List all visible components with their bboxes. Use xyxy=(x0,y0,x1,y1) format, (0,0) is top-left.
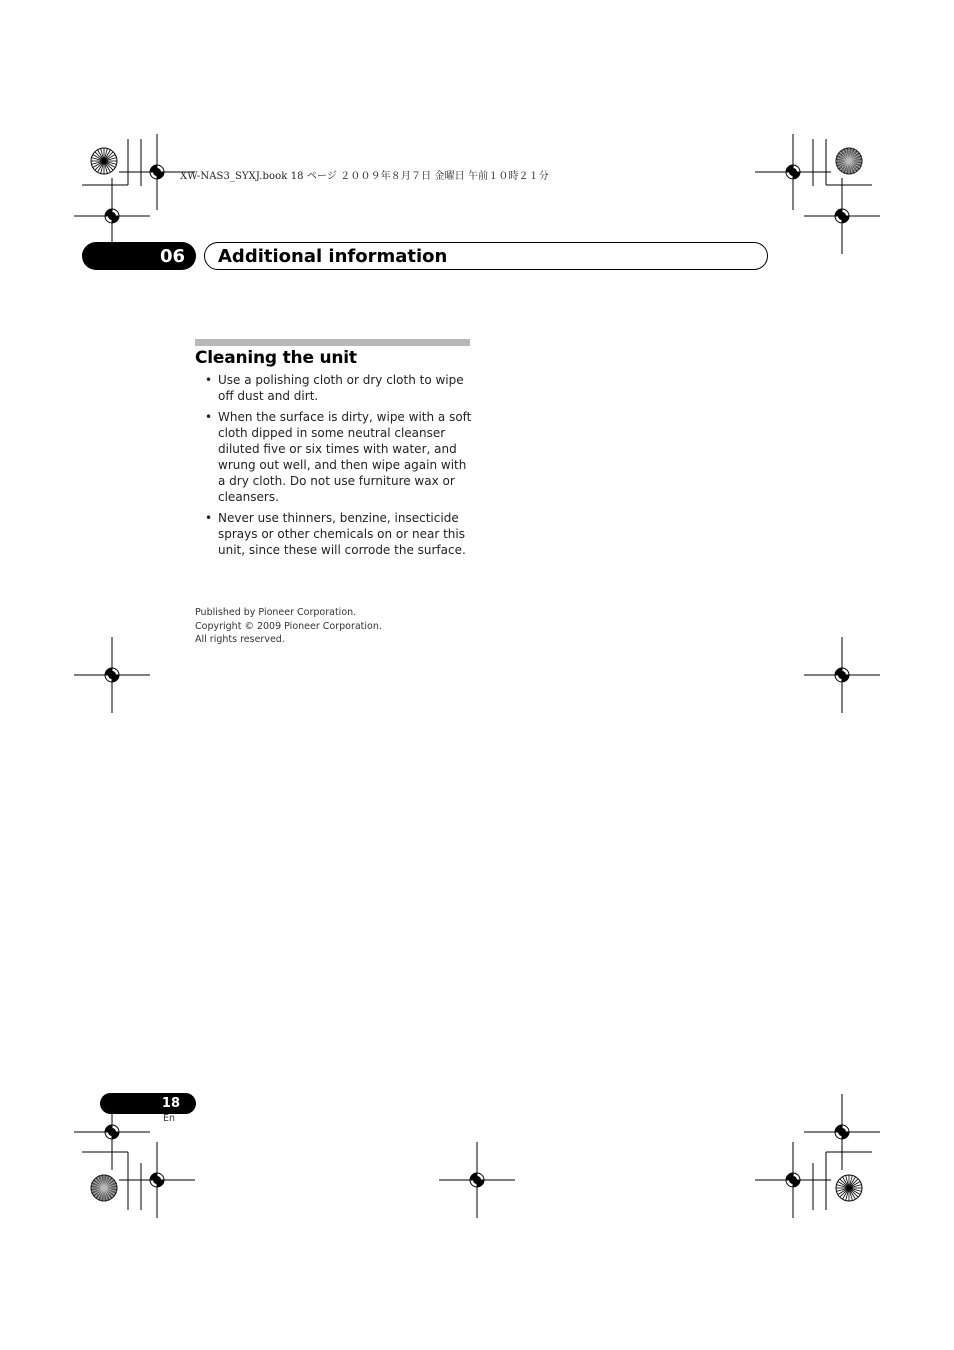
list-item xyxy=(195,510,475,558)
list-item xyxy=(195,409,475,505)
cleaning-instructions-list xyxy=(195,372,475,563)
bullet-icon: • xyxy=(205,511,213,525)
page-language: En xyxy=(163,1113,176,1124)
published-by: Published by Pioneer Corporation. xyxy=(195,607,357,618)
section-heading: Cleaning the unit xyxy=(195,348,357,368)
chapter-number-badge xyxy=(82,242,196,270)
registration-target-icon xyxy=(74,637,150,713)
page-number-badge xyxy=(100,1093,196,1114)
list-item-text: When the surface is dirty, wipe with a soft cloth dipped in some neutral cleanser diluted five or six times with water, and wrung out well, and then wipe again with a dry cloth. Do not use furniture wax or cleansers. xyxy=(218,410,472,504)
registration-target-icon xyxy=(439,1142,515,1218)
list-item-text: Use a polishing cloth or dry cloth to wipe off dust and dirt. xyxy=(218,373,464,403)
print-info-slug: XW-NAS3_SYXJ.book 18 ページ ２００９年８月７日 金曜日 午前１０時２１分 xyxy=(180,171,549,182)
section-rule xyxy=(195,339,470,346)
registration-target-icon xyxy=(755,134,831,210)
bullet-icon: • xyxy=(205,373,213,387)
chapter-title-bar xyxy=(204,242,768,270)
copyright-line: Copyright © 2009 Pioneer Corporation. xyxy=(195,620,382,632)
rights-line: All rights reserved. xyxy=(195,634,285,645)
color-wheel-icon xyxy=(836,148,862,174)
list-item-text: Never use thinners, benzine, insecticide sprays or other chemicals on or near this unit, since these will corrode the surface. xyxy=(218,511,466,557)
registration-target-icon xyxy=(755,1142,831,1218)
publisher-notes xyxy=(195,606,382,647)
chapter-number: 06 xyxy=(159,245,185,267)
registration-target-icon xyxy=(804,178,880,254)
registration-target-icon xyxy=(119,1142,195,1218)
page-number: 18 xyxy=(161,1096,180,1111)
list-item xyxy=(195,372,475,404)
registration-target-icon xyxy=(804,1094,880,1170)
chapter-title: Additional information xyxy=(218,245,448,267)
bullet-icon: • xyxy=(205,410,213,424)
color-wheel-icon xyxy=(91,148,117,174)
registration-target-icon xyxy=(804,637,880,713)
color-wheel-icon xyxy=(836,1175,862,1201)
color-wheel-icon xyxy=(91,1175,117,1201)
